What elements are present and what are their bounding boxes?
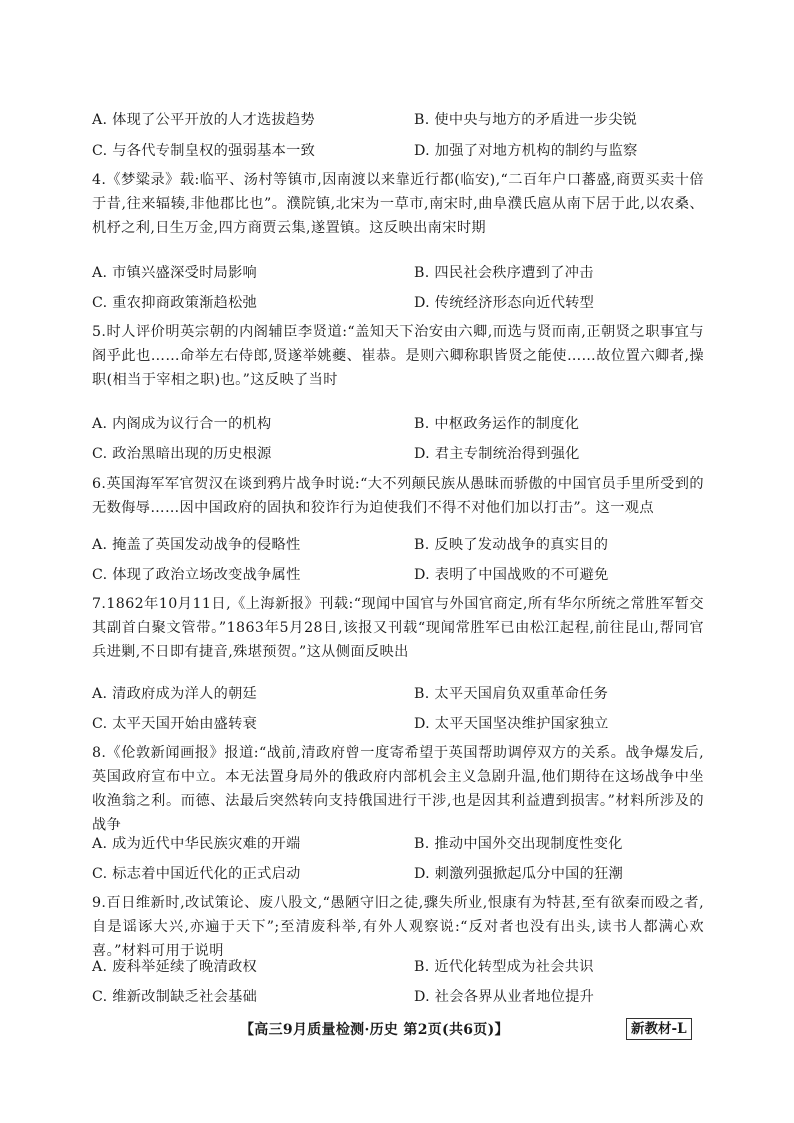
edition-tag: 新教材-L [626, 1018, 692, 1040]
q7-stem: 7.1862年10月11日,《上海新报》刊载:“现闻中国官与外国官商定,所有华尔所统之常胜军暂交其副首白聚文管带。”1863年5月28日,该报又刊载“现闻常胜军已由松江起程,前往昆山,帮同官兵进剿,不日即有捷音,殊堪预贺。”这从侧面反映出 [92, 596, 704, 660]
q4-option-b: B. 四民社会秩序遭到了冲击 [414, 265, 594, 281]
q5-option-d: D. 君主专制统治得到强化 [414, 446, 580, 462]
q7-option-b: B. 太平天国肩负双重革命任务 [414, 686, 609, 702]
q7-option-d: D. 太平天国坚决维护国家独立 [414, 716, 609, 732]
q8-option-d: D. 刺激列强掀起瓜分中国的狂潮 [414, 866, 624, 882]
q6-option-a: A. 掩盖了英国发动战争的侵略性 [92, 537, 301, 553]
q7-option-c: C. 太平天国开始由盛转衰 [92, 716, 258, 732]
q9-option-c: C. 维新改制缺乏社会基础 [92, 989, 258, 1005]
q6-stem: 6.英国海军军官贺汉在谈到鸦片战争时说:“大不列颠民族从愚昧而骄傲的中国官员手里所受到的无数侮辱……因中国政府的固执和狡诈行为迫使我们不得不对他们加以打击”。这一观点 [92, 476, 704, 516]
q4-option-a: A. 市镇兴盛深受时局影响 [92, 265, 258, 281]
q6-option-b: B. 反映了发动战争的真实目的 [414, 537, 609, 553]
q8-stem: 8.《伦敦新闻画报》报道:“战前,清政府曾一度寄希望于英国帮助调停双方的关系。战争爆发后,英国政府宣布中立。本无法置身局外的俄政府内部机会主义急剧升温,他们期待在这场战争中坐收渔翁之利。而德、法最后突然转向支持俄国进行干涉,也是因其利益遭到损害。”材料所涉及的战争 [92, 745, 704, 833]
q5-stem: 5.时人评价明英宗朝的内阁辅臣李贤道:“盖知天下治安由六卿,而选与贤而南,正朝贤之职事宜与阁乎此也……命举左右侍郎,贤遂举姚夔、崔恭。是则六卿称职皆贤之能使……故位置六卿者,操职(相当于宰相之职)也。”这反映了当时 [92, 324, 704, 388]
q6-option-d: D. 表明了中国战败的不可避免 [414, 567, 609, 583]
q9-option-b: B. 近代化转型成为社会共识 [414, 959, 594, 975]
q4-option-d: D. 传统经济形态向近代转型 [414, 295, 595, 311]
q6-option-c: C. 体现了政治立场改变战争属性 [92, 567, 301, 583]
q9-stem: 9.百日维新时,改试策论、废八股文,“愚陋守旧之徒,骤失所业,恨康有为特甚,至有欲秦而殴之者,自是谣诼大兴,亦遍于天下”;至清废科举,有外人观察说:“反对者也没有出头,读书人都满心欢喜。”材料可用于说明 [92, 895, 704, 959]
q8-option-a: A. 成为近代中华民族灾难的开端 [92, 836, 301, 852]
q4-stem: 4.《梦粱录》载:临平、汤村等镇市,因南渡以来靠近行都(临安),“二百年户口蕃盛,商贾买卖十倍于昔,往来辐辏,非他郡比也”。濮院镇,北宋为一草市,南宋时,曲阜濮氏扈从南下居于此,以农桑、机杼之利,日生万金,四方商贾云集,遂置镇。这反映出南宋时期 [92, 172, 704, 236]
q9-option-a: A. 废科举延续了晚清政权 [92, 959, 258, 975]
q5-option-c: C. 政治黑暗出现的历史根源 [92, 446, 272, 462]
q3-option-d: D. 加强了对地方机构的制约与监察 [414, 143, 638, 159]
q5-option-a: A. 内阁成为议行合一的机构 [92, 416, 272, 432]
q8-option-c: C. 标志着中国近代化的正式启动 [92, 866, 301, 882]
q3-option-c: C. 与各代专制皇权的强弱基本一致 [92, 143, 316, 159]
q4-option-c: C. 重农抑商政策渐趋松弛 [92, 295, 258, 311]
q3-option-b: B. 使中央与地方的矛盾进一步尖锐 [414, 112, 638, 128]
q9-option-d: D. 社会各界从业者地位提升 [414, 989, 595, 1005]
q7-option-a: A. 清政府成为洋人的朝廷 [92, 686, 258, 702]
footer-page-info: 【高三9月质量检测·历史 第2页(共6页)】 [240, 1022, 509, 1038]
q8-option-b: B. 推动中国外交出现制度性变化 [414, 836, 623, 852]
q5-option-b: B. 中枢政务运作的制度化 [414, 416, 580, 432]
q3-option-a: A. 体现了公平开放的人才选拔趋势 [92, 112, 315, 128]
